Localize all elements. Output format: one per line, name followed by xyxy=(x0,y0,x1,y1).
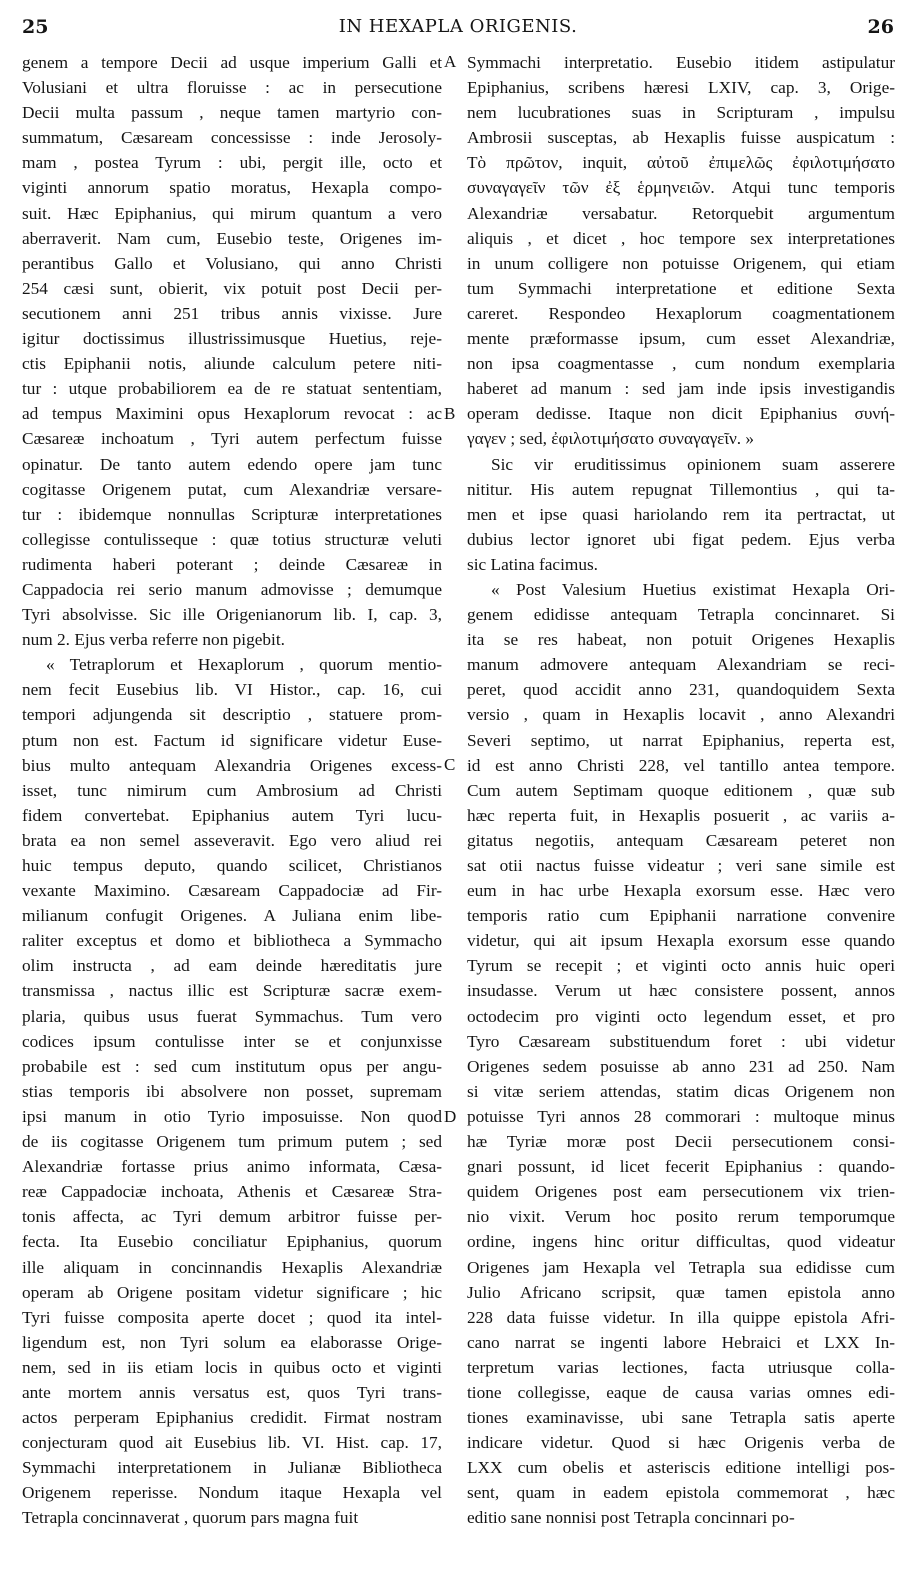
text-line: isset, tunc nimirum cum Ambrosium ad Christi xyxy=(22,780,442,800)
text-line: bius multo antequam Alexandria Origenes excess- xyxy=(22,755,442,775)
text-line: mente præformasse ipsum, cum esset Alexandriæ, xyxy=(467,329,895,349)
text-line: tiones examinavisse, ubi sane Tetrapla satis aperte xyxy=(467,1408,895,1428)
text-line: id est anno Christi 228, vel tantillo antea tempore. xyxy=(467,755,895,775)
text-line: aberraverit. Nam cum, Eusebio teste, Origenes im- xyxy=(22,228,442,248)
right-column-paragraph xyxy=(467,452,895,577)
text-line: vexante Maximino. Cæsaream Cappadociæ ad Fir- xyxy=(22,881,442,901)
text-line: « Post Valesium Huetius existimat Hexapla Ori- xyxy=(491,579,895,599)
text-line: cano narrat se ingenti labore Hebraici et LXX In- xyxy=(467,1332,895,1352)
text-line: tonis affecta, ac Tyri demum arbitror fuisse per- xyxy=(22,1207,442,1227)
text-line: γαγεν ; sed, ἐφιλοτιμήσατο συναγαγεῖν. » xyxy=(467,429,755,449)
text-line: potuisse Tyri annos 28 commorari : multoque minus xyxy=(467,1106,895,1126)
right-column xyxy=(467,50,895,1531)
text-line: men et ipse quasi hariolando rem ita pertractat, ut xyxy=(467,504,895,524)
section-marker-a: A xyxy=(444,52,457,71)
text-line: nititur. His autem repugnat Tillemontius , qui ta- xyxy=(467,479,895,499)
text-line: Τὸ πρῶτον, inquit, αὐτοῦ ἐπιμελῶς ἐφιλοτιμήσατο xyxy=(467,153,895,173)
text-line: sic Latina facimus. xyxy=(467,554,599,574)
text-line: operam ab Origene positam videtur significare ; hic xyxy=(22,1282,442,1302)
text-line: nem lucubrationes suas in Scripturam , impulsu xyxy=(467,103,895,123)
text-line: hæc reperta fuit, in Hexaplis posuerit , ac variis a- xyxy=(467,805,895,825)
text-line: stias temporis ibi absolvere non posset, supremam xyxy=(22,1081,442,1101)
text-line: 254 cæsi sunt, obierit, vix potuit post Decii per- xyxy=(22,278,442,298)
text-line: Sic vir eruditissimus opinionem suam asserere xyxy=(491,454,895,474)
text-line: Cappadocia rei serio manum admovisse ; demumque xyxy=(22,579,442,599)
text-line: haberet ad manum : sed jam inde ipsis investigandis xyxy=(467,379,895,399)
text-line: sat otii nactus fuisse videatur ; veri sane simile est xyxy=(467,856,895,875)
text-line: ctis Epiphanii notis, aliunde calculum petere niti- xyxy=(22,354,442,374)
text-line: cogitasse Origenem putat, cum Alexandriæ versare- xyxy=(22,479,442,499)
text-line: mam , postea Tyrum : ubi, pergit ille, octo et xyxy=(22,153,442,173)
section-marker-d: D xyxy=(444,1107,457,1126)
text-line: Origenes sedem posuisse ab anno 231 ad 250. Nam xyxy=(467,1056,895,1076)
text-line: temporis ratio cum Epiphanii narratione convenire xyxy=(467,906,895,926)
text-line: hæ Tyriæ moræ post Decii persecutionem consi- xyxy=(467,1132,895,1152)
text-line: Tyri absolvisse. Sic ille Origenianorum lib. I, cap. 3, xyxy=(22,605,442,625)
text-line: genem edidisse antequam Tetrapla concinnaret. Si xyxy=(467,605,895,625)
text-line: suit. Hæc Epiphanius, qui mirum quantum a vero xyxy=(22,203,442,223)
text-line: ordine, ingens hinc oritur difficultas, quod videatur xyxy=(467,1232,895,1252)
text-line: in unum colligere non potuisse Origenem, qui etiam xyxy=(467,253,895,273)
text-line: opinatur. De tanto autem edendo opere jam tunc xyxy=(22,454,442,474)
text-line: Cum autem Septimam quoque editionem , quæ sub xyxy=(467,780,895,800)
text-line: gitatus negotiis, antequam Cæsaream peteret non xyxy=(467,830,895,850)
text-line: tione collegisse, eaque de causa varias omnes edi- xyxy=(467,1382,895,1402)
left-column xyxy=(22,50,442,1531)
text-line: si vitæ seriem attendas, statim dicas Origenem non xyxy=(467,1081,895,1101)
text-line: non ipsa coagmentasse , cum nondum exemplaria xyxy=(467,354,895,374)
text-line: editio sane nonnisi post Tetrapla concinnari po- xyxy=(467,1508,795,1528)
text-line: « Tetraplorum et Hexaplorum , quorum mentio- xyxy=(46,655,442,675)
text-line: manum admovere antequam Alexandriam se reci- xyxy=(467,655,895,675)
text-line: peret, quod accidit anno 231, quandoquidem Sexta xyxy=(467,680,895,700)
text-line: careret. Respondeo Hexaplorum coagmentationem xyxy=(467,303,895,323)
text-line: indicare videtur. Quod si hæc Origenis verba de xyxy=(467,1433,895,1453)
text-line: ad tempus Maximini opus Hexaplorum revocat : ac xyxy=(22,404,442,424)
text-line: rudimenta haberi poterant ; deinde Cæsareæ in xyxy=(22,554,442,574)
text-line: nem fecit Eusebius lib. VI Histor., cap. 16, cui xyxy=(22,680,442,700)
text-line: ipsi manum in otio Tyrio imposuisse. Non quod xyxy=(22,1106,442,1126)
text-line: Decii multa passum , neque tamen martyrio con- xyxy=(22,103,442,123)
text-line: tempori adjungenda sit descriptio , statuere prom- xyxy=(22,705,442,725)
text-line: reæ Cappadociæ inchoata, Athenis et Cæsareæ Stra- xyxy=(22,1182,442,1202)
text-line: Cæsareæ inchoatum , Tyri autem perfectum fuisse xyxy=(22,429,442,449)
text-line: ligendum est, non Tyri solum ea elaborasse Orige- xyxy=(22,1332,442,1352)
right-page-number: 26 xyxy=(867,16,894,38)
running-title: IN HEXAPLA ORIGENIS. xyxy=(338,16,578,37)
text-line: tur : utque probabiliorem ea de re statuat sententiam, xyxy=(22,379,442,399)
right-column-paragraph xyxy=(467,50,895,452)
text-line: eum in hac urbe Hexapla exorsum esse. Hæc vero xyxy=(467,881,895,901)
text-line: LXX cum obelis et asteriscis editione intelligi pos- xyxy=(467,1458,895,1478)
text-line: ptum non est. Factum id significare videtur Euse- xyxy=(22,730,442,750)
text-line: Symmachi interpretatio. Eusebio itidem astipulatur xyxy=(467,53,895,72)
text-line: 228 data fuisse videtur. In illa quippe epistola Afri- xyxy=(467,1307,895,1327)
text-line: sent, quam in eadem epistola commemorat , hæc xyxy=(467,1483,895,1503)
text-line: secutionem anni 251 tribus annis vixisse. Jure xyxy=(22,303,442,323)
text-line: transmissa , nactus illic est Scripturæ sacræ exem- xyxy=(22,981,442,1001)
text-line: nio vixit. Verum hoc posito rerum temporumque xyxy=(467,1207,895,1227)
text-line: quidem Origenes post eam persecutionem vix trien- xyxy=(467,1182,895,1202)
text-line: milianum confugit Origenes. A Juliana enim libe- xyxy=(22,906,442,926)
text-line: συναγαγεῖν τῶν ἐξ ἑρμηνειῶν. Atqui tunc temporis xyxy=(467,178,895,198)
text-line: fidem convertebat. Epiphanius autem Tyri lucu- xyxy=(22,805,442,825)
text-line: raliter exceptus et domo et bibliotheca a Symmacho xyxy=(22,931,442,951)
text-line: operam dedisse. Itaque non dicit Epiphanius συνή- xyxy=(467,404,895,424)
text-line: tur : ibidemque nonnullas Scripturæ interpretationes xyxy=(22,504,442,524)
text-line: fecta. Ita Eusebio conciliatur Epiphanius, quorum xyxy=(22,1232,442,1252)
text-line: summatum, Cæsaream concessisse : inde Jerosoly- xyxy=(22,128,442,148)
text-line: collegisse contulisseque : quæ totius structuræ veluti xyxy=(22,529,442,549)
text-line: Symmachi interpretationem in Julianæ Bibliotheca xyxy=(22,1458,442,1478)
text-line: ita se res habeat, non potuit Origenes Hexaplis xyxy=(467,630,895,650)
text-line: Volusiani et ultra floruisse : ac in persecutione xyxy=(22,78,442,98)
text-line: Epiphanius, scribens hæresi LXIV, cap. 3, Orige- xyxy=(467,78,895,98)
section-marker-c: C xyxy=(444,755,456,774)
text-line: Tyro Cæsaream substituendum foret : ubi videtur xyxy=(467,1031,895,1051)
left-page-number: 25 xyxy=(22,16,49,38)
text-line: Ambrosii susceptas, ab Hexaplis fuisse auspicatum : xyxy=(467,128,895,148)
text-line: Julio Africano scripsit, quæ tamen epistola anno xyxy=(467,1282,895,1302)
text-line: terpretum varias lectiones, facta utriusque colla- xyxy=(467,1357,895,1377)
text-line: Tyri fuisse composita aperte docet ; quod ita intel- xyxy=(22,1307,442,1327)
text-line: num 2. Ejus verba referre non pigebit. xyxy=(22,630,285,650)
text-line: octodecim pro viginti octo legendum esset, et pro xyxy=(467,1006,895,1026)
text-line: versio , quam in Hexaplis locavit , anno Alexandri xyxy=(467,705,895,725)
text-line: Origenem reperisse. Nondum itaque Hexapla vel xyxy=(22,1483,442,1503)
text-line: plaria, quibus usus fuerat Symmachus. Tum vero xyxy=(22,1006,442,1026)
text-line: genem a tempore Decii ad usque imperium Galli et xyxy=(22,53,442,72)
text-line: olim instructa , ad eam deinde hæreditatis jure xyxy=(22,956,442,976)
text-line: Severi septimo, ut narrat Epiphanius, reperta est, xyxy=(467,730,895,750)
text-line: brata ea non semel asseveravit. Ego vero aliud rei xyxy=(22,830,442,850)
text-line: ille aliquam in concinnandis Hexaplis Alexandriæ xyxy=(22,1257,442,1277)
text-line: actos perperam Epiphanius credidit. Firmat nostram xyxy=(22,1408,442,1428)
text-line: dubius lector ignoret ubi figat pedem. Ejus verba xyxy=(467,529,895,549)
left-column-paragraph xyxy=(22,652,442,1530)
text-line: probabile est : sed cum institutum opus per angu- xyxy=(22,1056,442,1076)
text-line: perantibus Gallo et Volusiano, qui anno Christi xyxy=(22,253,442,273)
running-header xyxy=(22,16,894,44)
right-column-paragraph xyxy=(467,577,895,1531)
text-line: Alexandriæ versabatur. Retorquebit argumentum xyxy=(467,203,895,223)
left-column-paragraph xyxy=(22,50,442,652)
section-marker-b: B xyxy=(444,404,456,423)
text-line: viginti annorum spatio moratus, Hexapla compo- xyxy=(22,178,442,198)
text-line: huic tempus deputo, quando scilicet, Christianos xyxy=(22,856,442,875)
text-line: aliquis , et dicet , hoc tempore sex interpretationes xyxy=(467,228,895,248)
text-line: Tetrapla concinnaverat , quorum pars magna fuit xyxy=(22,1508,359,1528)
text-line: gnari possunt, id licet fecerit Epiphanius : quando- xyxy=(467,1157,895,1177)
text-line: nem, sed in iis etiam locis in quibus octo et viginti xyxy=(22,1357,442,1377)
text-line: Alexandriæ fortasse prius animo informata, Cæsa- xyxy=(22,1157,442,1177)
text-line: de iis cogitasse Origenem tum primum putem ; sed xyxy=(22,1132,442,1152)
text-line: Tyrum se recepit ; et viginti octo annis huic operi xyxy=(467,956,895,976)
text-line: insudasse. Verum ut hæc consistere possent, annos xyxy=(467,981,895,1001)
text-line: conjecturam quod ait Eusebius lib. VI. Hist. cap. 17, xyxy=(22,1433,442,1453)
text-line: igitur doctissimus illustrissimusque Huetius, reje- xyxy=(22,329,442,349)
text-line: codices ipsum contulisse inter se et conjunxisse xyxy=(22,1031,442,1051)
text-line: videtur, qui ait ipsum Hexapla exorsum esse quando xyxy=(467,931,895,951)
text-line: Origenes jam Hexapla vel Tetrapla sua edidisse cum xyxy=(467,1257,895,1277)
text-line: ante mortem annis versatus est, quos Tyri trans- xyxy=(22,1382,442,1402)
text-line: tum Symmachi interpretatione et editione Sexta xyxy=(467,278,895,298)
